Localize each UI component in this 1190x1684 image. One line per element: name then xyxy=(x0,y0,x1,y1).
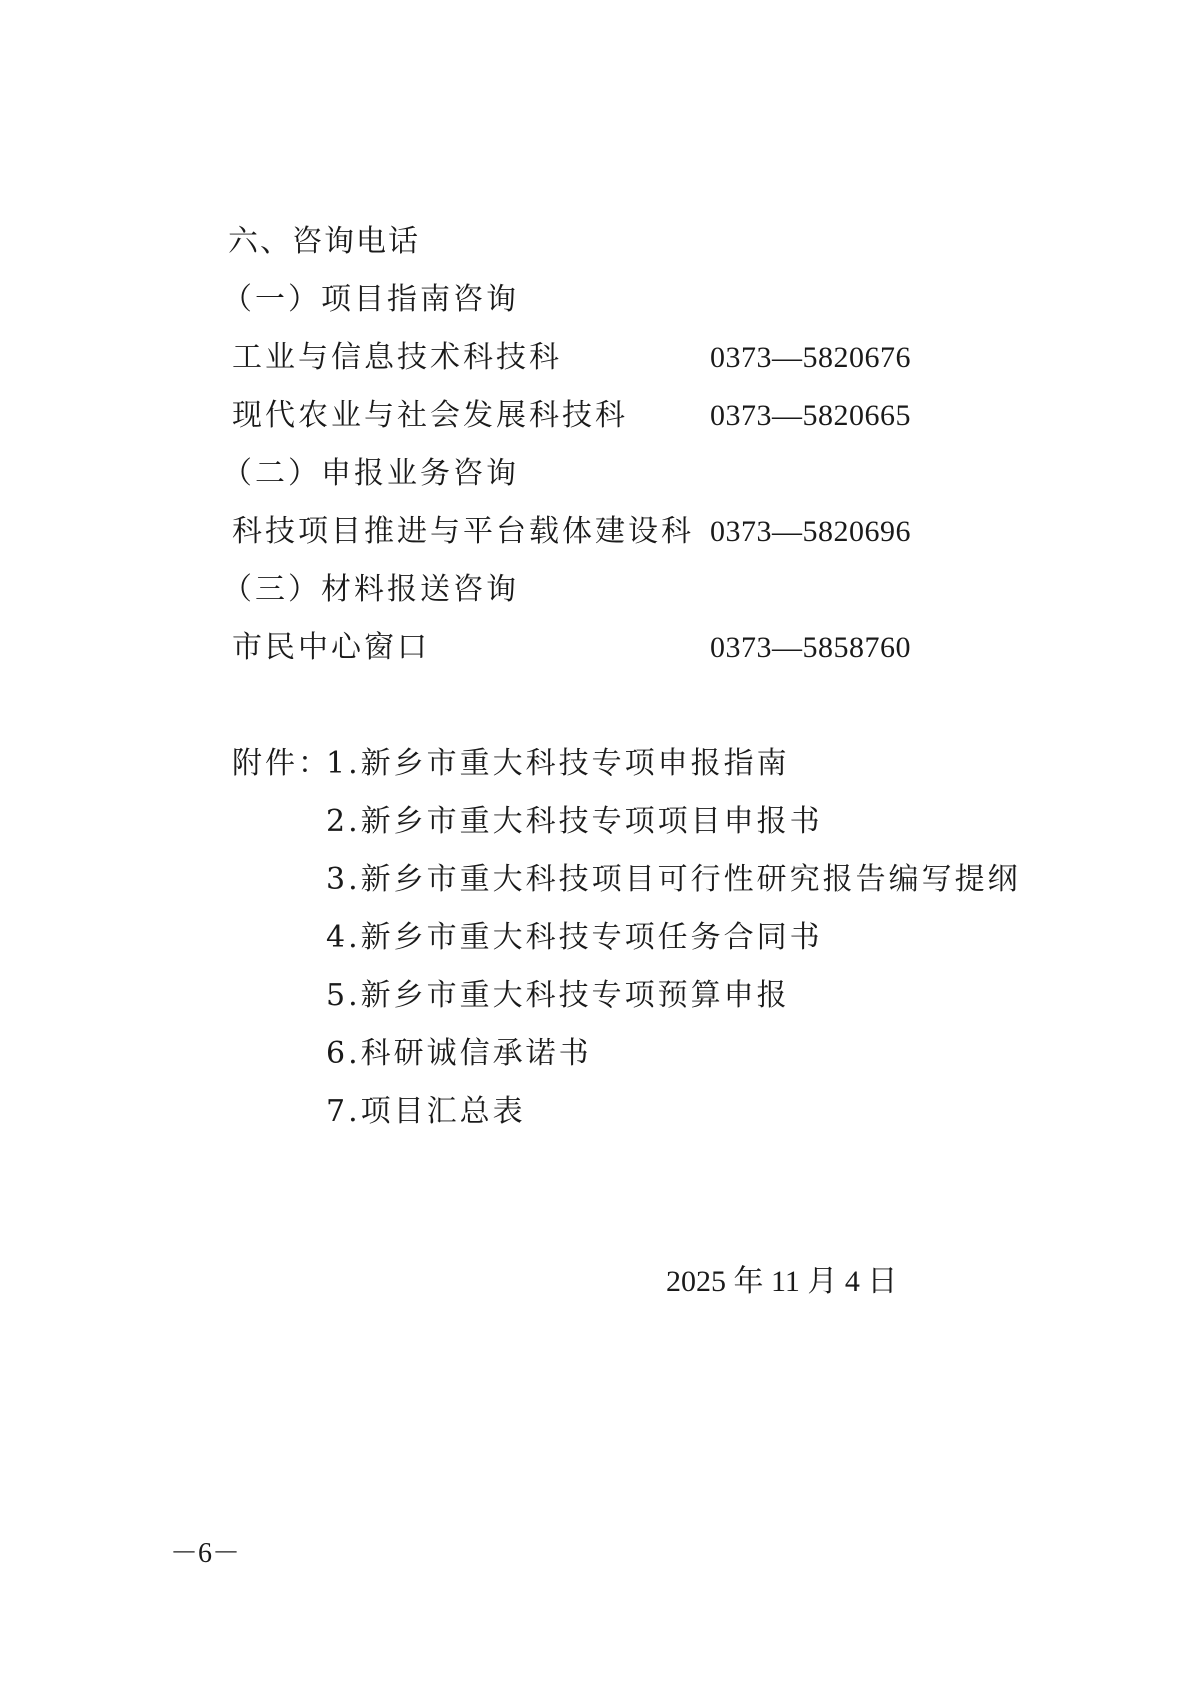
attachment-item: 7.项目汇总表 xyxy=(326,1094,526,1129)
subsection-title-guide: （一）项目指南咨询 xyxy=(222,282,519,317)
subsection-title-business: （二）申报业务咨询 xyxy=(222,456,519,491)
phone-number: 0373—5820665 xyxy=(710,399,911,432)
dept-name: 科技项目推进与平台载体建设科 xyxy=(232,514,694,549)
phone-number: 0373—5820696 xyxy=(710,515,911,548)
dept-name: 市民中心窗口 xyxy=(232,630,430,665)
attachment-item: 3.新乡市重大科技项目可行性研究报告编写提纲 xyxy=(326,862,1021,897)
phone-number: 0373—5820676 xyxy=(710,341,911,374)
phone-number: 0373—5858760 xyxy=(710,631,911,664)
document-date: 2025 年 11 月 4 日 xyxy=(666,1265,898,1298)
dept-name: 现代农业与社会发展科技科 xyxy=(232,398,628,433)
section-heading: 六、咨询电话 xyxy=(228,224,420,259)
attachment-item: 6.科研诚信承诺书 xyxy=(326,1036,592,1071)
attachment-item: 1.新乡市重大科技专项申报指南 xyxy=(326,746,790,781)
attachment-item: 4.新乡市重大科技专项任务合同书 xyxy=(326,920,823,955)
attachment-item: 5.新乡市重大科技专项预算申报 xyxy=(326,978,790,1013)
dept-name: 工业与信息技术科技科 xyxy=(232,340,562,375)
page-number: －6－ xyxy=(170,1538,241,1569)
attachments-label: 附件： xyxy=(232,746,331,781)
attachment-item: 2.新乡市重大科技专项项目申报书 xyxy=(326,804,823,839)
subsection-title-materials: （三）材料报送咨询 xyxy=(222,572,519,607)
